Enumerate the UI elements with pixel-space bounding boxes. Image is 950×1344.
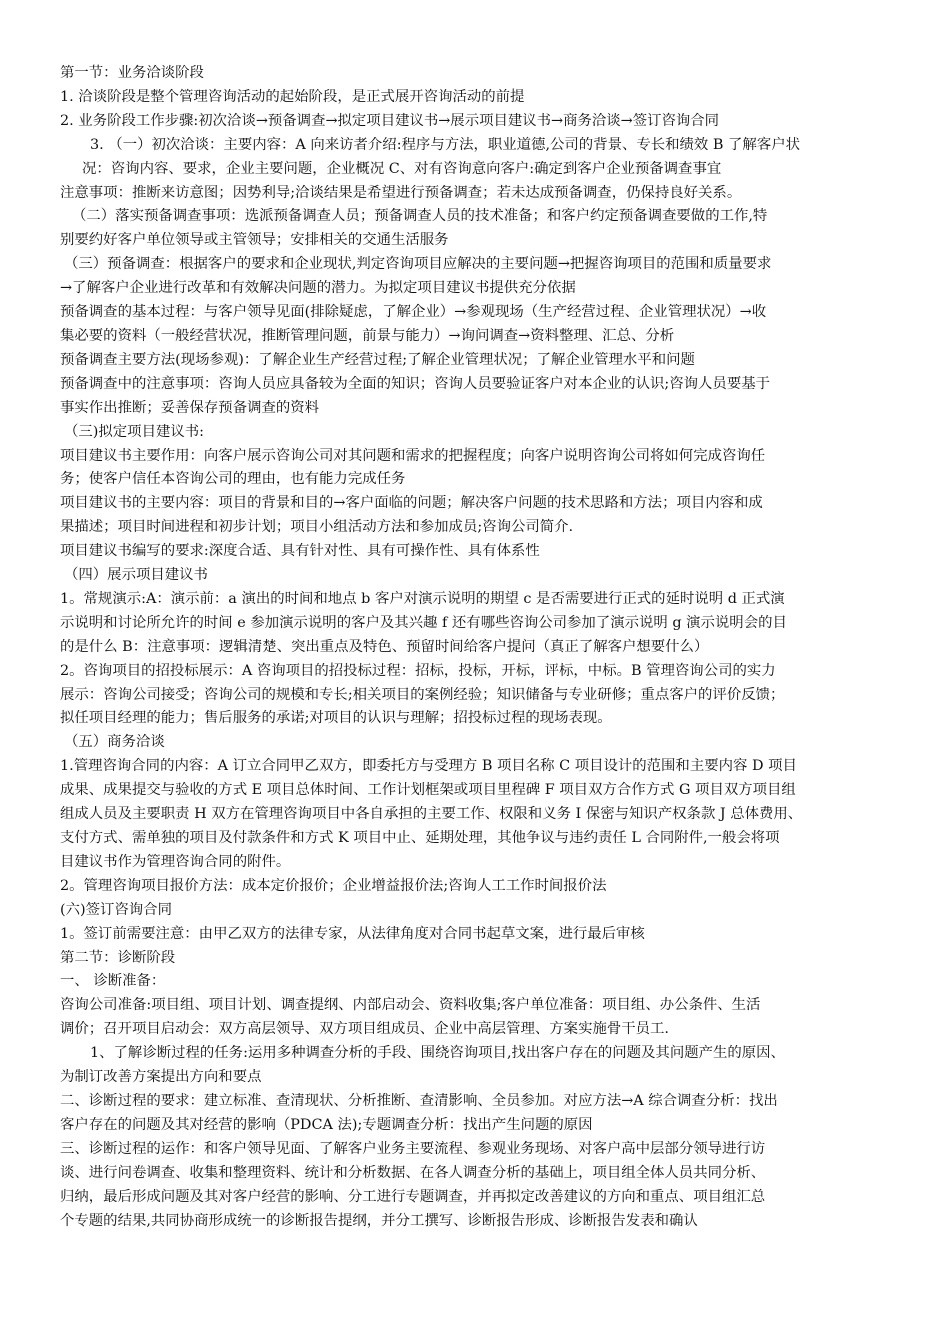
text-line: 果描述；项目时间进程和初步计划；项目小组活动方法和参加成员;咨询公司简介.: [60, 519, 574, 536]
text-line: 事实作出推断；妥善保存预备调查的资料: [60, 399, 320, 416]
section-heading: 第二节：诊断阶段: [60, 949, 176, 966]
text-line: 二、诊断过程的要求：建立标准、查清现状、分析推断、查清影响、全员参加。对应方法→A 综合调查分析：找出: [60, 1092, 778, 1109]
text-line: 2. 业务阶段工作步骤:初次洽谈→预备调查→拟定项目建议书→展示项目建议书→商务洽谈→签订咨询合同: [60, 112, 720, 129]
text-line: 项目建议书编写的要求:深度合适、具有针对性、具有可操作性、具有体系性: [60, 543, 540, 560]
text-line: 调价；召开项目启动会：双方高层领导、双方项目组成员、企业中高层管理、方案实施骨干员工.: [60, 1021, 669, 1038]
text-line: 三、诊断过程的运作：和客户领导见面、了解客户业务主要流程、参观业务现场、对客户高中层部分领导进行访: [60, 1140, 766, 1157]
text-line: 务；使客户信任本咨询公司的理由，也有能力完成任务: [60, 471, 406, 488]
subsection-heading: 一、 诊断准备：: [60, 973, 166, 990]
text-line: 集必要的资料（一般经营状况，推断管理问题，前景与能力）→询问调查→资料整理、汇总、分析: [60, 327, 675, 344]
text-line: 目建议书作为管理咨询合同的附件。: [60, 853, 291, 870]
text-line: 1.管理咨询合同的内容：A 订立合同甲乙双方，即委托方与受理方 B 项目名称 C 项目设计的范围和主要内容 D 项目: [60, 758, 797, 775]
text-line: （二）落实预备调查事项：选派预备调查人员；预备调查人员的技术准备；和客户约定预备调查要做的工作,特: [72, 208, 768, 225]
text-line: 注意事项：推断来访意图；因势利导;洽谈结果是希望进行预备调查；若未达成预备调查，仍保持良好关系。: [60, 184, 742, 201]
text-line: 预备调查中的注意事项：咨询人员应具备较为全面的知识；咨询人员要验证客户对本企业的认识;咨询人员要基于: [60, 375, 770, 392]
text-line: 2。管理咨询项目报价方法：成本定价报价；企业增益报价法;咨询人工工作时间报价法: [60, 877, 607, 894]
text-line: 况：咨询内容、要求，企业主要问题，企业概况 C、对有咨询意向客户:确定到客户企业预备调查事宜: [82, 160, 722, 177]
text-line: 3. （一）初次洽谈：主要内容：A 向来访者介绍:程序与方法，职业道德,公司的背景、专长和绩效 B 了解客户状: [90, 136, 800, 153]
text-line: 咨询公司准备:项目组、项目计划、调查提纲、内部启动会、资料收集;客户单位准备：项目组、办公条件、生活: [60, 997, 761, 1014]
text-line: 归纳，最后形成问题及其对客户经营的影响、分工进行专题调查，并再拟定改善建议的方向和重点、项目组汇总: [60, 1188, 766, 1205]
subsection-heading: （四）展示项目建议书: [64, 567, 208, 584]
text-line: 成果、成果提交与验收的方式 E 项目总体时间、工作计划框架或项目里程碑 F 项目双方合作方式 G 项目双方项目组: [60, 782, 796, 799]
text-line: 组成人员及主要职责 H 双方在管理咨询项目中各自承担的主要工作、权限和义务 I 保密与知识产权条款 J 总体费用、: [60, 806, 803, 823]
text-line: 别要约好客户单位领导或主管领导；安排相关的交通生活服务: [60, 232, 449, 249]
text-line: 1。常规演示:A：演示前：a 演出的时间和地点 b 客户对演示说明的期望 c 是否需要进行正式的延时说明 d 正式演: [60, 590, 785, 607]
text-line: 的是什么 B：注意事项：逻辑清楚、突出重点及特色、预留时间给客户提问（真正了解客户想要什么）: [60, 638, 709, 655]
text-line: 1、了解诊断过程的任务:运用多种调查分析的手段、围绕咨询项目,找出客户存在的问题及其问题产生的原因、: [90, 1045, 785, 1062]
text-line: 项目建议书主要作用：向客户展示咨询公司对其问题和需求的把握程度；向客户说明咨询公司将如何完成咨询任: [60, 447, 766, 464]
text-line: 预备调查的基本过程：与客户领导见面(排除疑虑，了解企业）→参观现场（生产经营过程、企业管理状况）→收: [60, 304, 767, 321]
text-line: →了解客户企业进行改革和有效解决问题的潜力。为拟定项目建议书提供充分依据: [60, 280, 576, 297]
text-line: 2。咨询项目的招投标展示：A 咨询项目的招投标过程：招标，投标，开标，评标，中标。B 管理咨询公司的实力: [60, 662, 776, 679]
subsection-heading: (六)签订咨询合同: [60, 901, 172, 918]
text-line: 拟任项目经理的能力；售后服务的承诺;对项目的认识与理解；招投标过程的现场表现。: [60, 710, 612, 727]
text-line: 1。签订前需要注意：由甲乙双方的法律专家，从法律角度对合同书起草文案，进行最后审核: [60, 925, 645, 942]
text-line: 客户存在的问题及其对经营的影响（PDCA 法);专题调查分析：找出产生问题的原因: [60, 1116, 593, 1133]
text-line: 谈、进行问卷调查、收集和整理资料、统计和分析数据、在各人调查分析的基础上，项目组全体人员共同分析、: [60, 1164, 766, 1181]
text-line: 展示：咨询公司接受；咨询公司的规模和专长;相关项目的案例经验；知识储备与专业研修；重点客户的评价反馈；: [60, 686, 785, 703]
text-line: 项目建议书的主要内容：项目的背景和目的→客户面临的问题；解决客户问题的技术思路和方法；项目内容和成: [60, 495, 763, 512]
subsection-heading: （三)拟定项目建议书:: [64, 423, 204, 440]
text-line: 预备调查主要方法(现场参观)：了解企业生产经营过程;了解企业管理状况；了解企业管理水平和问题: [60, 351, 695, 368]
text-line: 个专题的结果,共同协商形成统一的诊断报告提纲，并分工撰写、诊断报告形成、诊断报告发表和确认: [60, 1212, 698, 1229]
section-heading: 第一节：业务洽谈阶段: [60, 65, 204, 81]
text-line: 支付方式、需单独的项目及付款条件和方式 K 项目中止、延期处理，其他争议与违约责任 L 合同附件,一般会将项: [60, 830, 780, 846]
text-line: 示说明和讨论所允许的时间 e 参加演示说明的客户及其兴趣 f 还有哪些咨询公司参加了演示说明 g 演示说明会的目: [60, 614, 787, 631]
text-line: （三）预备调查：根据客户的要求和企业现状,判定咨询项目应解决的主要问题→把握咨询项目的范围和质量要求: [64, 256, 772, 273]
subsection-heading: （五）商务洽谈: [64, 734, 165, 751]
text-line: 为制订改善方案提出方向和要点: [60, 1069, 262, 1086]
text-line: 1. 洽谈阶段是整个管理咨询活动的起始阶段，是正式展开咨询活动的前提: [60, 88, 525, 105]
